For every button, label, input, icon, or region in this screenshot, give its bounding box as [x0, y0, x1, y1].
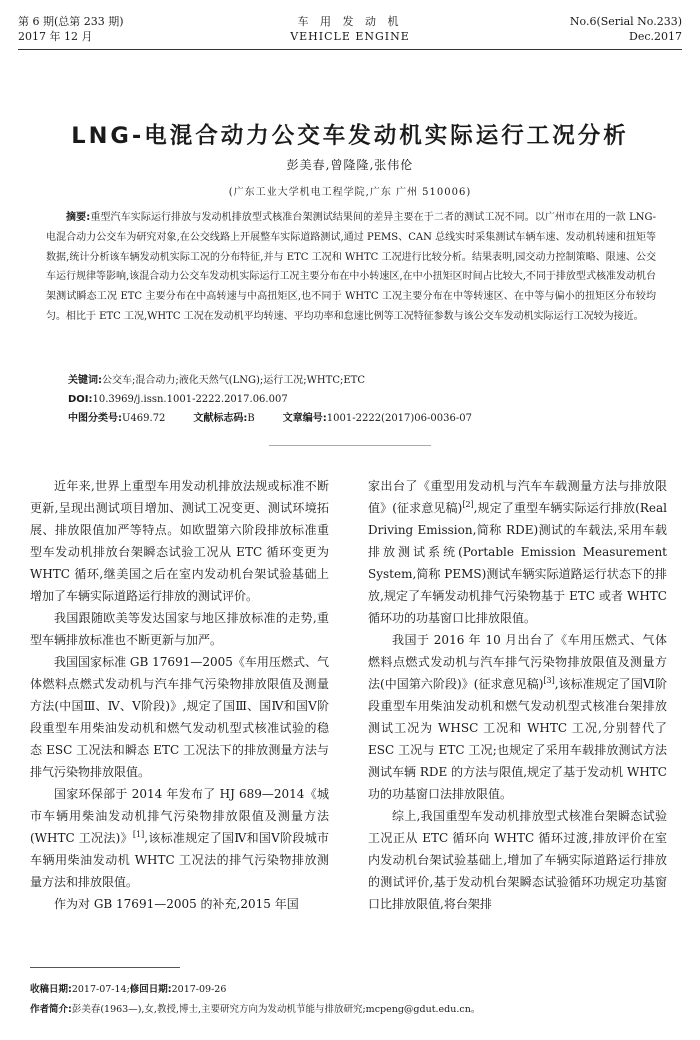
keywords-label: 关键词: [68, 375, 102, 386]
section-separator [269, 445, 431, 446]
issue-number-en: No.6(Serial No.233) [569, 15, 682, 28]
paragraph: 作为对 GB 17691—2005 的补充,2015 年国 [54, 897, 299, 911]
author-bio-text: 彭美春(1963—),女,教授,博士,主要研究方向为发动机节能与排放研究;mcpeng@gdut.edu.cn。 [71, 1004, 481, 1015]
abstract-label: 摘要: [66, 212, 91, 223]
doc-code-value: B [247, 413, 255, 424]
clc-label: 中图分类号: [68, 413, 122, 424]
body-column-left [30, 475, 329, 915]
paragraph: 我国跟随欧美等发达国家与地区排放标准的走势,重型车辆排放标准也不断更新与加严。 [30, 611, 329, 647]
paragraph: 我国国家标准 GB 17691—2005《车用压燃式、气体燃料点燃式发动机与汽车排气污染物排放限值及测量方法(中国Ⅲ、Ⅳ、Ⅴ阶段)》,规定了国Ⅲ、国Ⅳ和国Ⅴ阶段重型车用柴油发动机和燃气发动机型式核准试验的稳态 ESC 工况法和瞬态 ETC 工况法下的排放测量方法与排气污染物排放限值。 [30, 655, 329, 779]
doi [68, 392, 288, 407]
journal-name-cn: 车 用 发 动 机 [297, 15, 403, 28]
abstract-text: 重型汽车实际运行排放与发动机排放型式核准台架测试结果间的差异主要在于二者的测试工况不同。以广州市在用的一款 LNG-电混合动力公交车为研究对象,在公交线路上开展整车实际道路测试,通过 PEMS、CAN 总线实时采集测试车辆车速、发动机转速和扭矩等数据,统计分析该车辆发动机实际工况的分布特征,并与 ETC 工况和 WHTC 工况进行比较分析。结果表明,园交动力控制策略、限速、公交车运行规律等影响,该混合动力公交车发动机实际运行工况主要分布在中小转速区,在中小扭矩区时间占比较大,不同于排放型式核准发动机台架测试瞬态工况 ETC 主要分布在中高转速与中高扭矩区,也不同于 WHTC 工况主要分布在中等转速区、在中等与偏小的扭矩区分布较均匀。相比于 ETC 工况,WHTC 工况在发动机平均转速、平均功率和怠速比例等工况特征参数与该公交车发动机实际运行工况较为接近。 [46, 212, 657, 322]
abstract [46, 208, 656, 327]
journal-name-en: VEHICLE ENGINE [290, 30, 410, 43]
issue-date-cn: 2017 年 12 月 [18, 30, 93, 43]
doi-value: 10.3969/j.issn.1001-2222.2017.06.007 [92, 394, 288, 405]
keywords-text: 公交车;混合动力;液化天然气(LNG);运行工况;WHTC;ETC [102, 375, 365, 386]
keywords [68, 373, 365, 388]
affiliation: (广东工业大学机电工程学院,广东 广州 510006) [228, 187, 472, 198]
received-dates: 收稿日期:2017-07-14;修回日期:2017-09-26 [30, 984, 227, 995]
header-divider [18, 49, 682, 50]
paragraph: 近年来,世界上重型车用发动机排放法规或标准不断更新,呈现出测试项目增加、测试工况变更、测试环境拓展、排放限值加严等特点。如欧盟第六阶段排放标准重型车发动机排放台架瞬态试验工况从 ETC 循环变更为 WHTC 循环,继美国之后在室内发动机台架试验基础上增加了车辆实际道路运行排放的测试评价。 [30, 479, 329, 603]
paragraph: 综上,我国重型车发动机排放型式核准台架瞬态试验工况正从 ETC 循环向 WHTC 循环过渡,排放评价在室内发动机台架试验基础上,增加了车辆实际道路运行排放的测试评价,基于发动机台架瞬态试验循环功规定功基窗口比排放限值,将台架排 [368, 809, 667, 911]
clc-value: U469.72 [122, 413, 166, 424]
revised-label: 修回日期: [129, 984, 172, 995]
paper-title: LNG-电混合动力公交车发动机实际运行工况分析 [71, 123, 629, 149]
received-date: 2017-07-14 [71, 984, 127, 995]
author-bio [30, 1003, 480, 1017]
author-bio-label: 作者简介: [30, 1004, 72, 1015]
doc-code-label: 文献标志码: [193, 413, 248, 424]
issue-number-cn: 第 6 期(总第 233 期) [18, 15, 124, 28]
paragraph: 国家环保部于 2014 年发布了 HJ 689—2014《城市车辆用柴油发动机排气污染物排放限值及测量方法(WHTC 工况法)》[1],该标准规定了国Ⅳ和国Ⅴ阶段城市车辆用柴油发动机 WHTC 工况法的排气污染物排放测量方法和排放限值。 [30, 787, 329, 889]
paragraph: 家出台了《重型用发动机与汽车车载测量方法与排放限值》(征求意见稿)[2],规定了重型车辆实际运行排放(Real Driving Emission,简称 RDE)测试的车载法,采用车载排放测试系统(Portable Emission Measurement System,简称 PEMS)测试车辆实际道路运行状态下的排放,规定了车辆发动机排气污染物基于 ETC 或者 WHTC 循环功的功基窗口比排放限值。 [368, 479, 667, 625]
doi-label: DOI: [68, 394, 93, 405]
running-header [18, 14, 682, 48]
article-number-label: 文章编号: [282, 413, 327, 424]
citation-ref: [2] [462, 500, 474, 509]
author-list: 彭美春,曾隆隆,张伟伦 [286, 158, 414, 172]
issue-date-en: Dec.2017 [629, 30, 682, 43]
revised-date: 2017-09-26 [171, 984, 227, 995]
received-label: 收稿日期: [30, 984, 72, 995]
footnote-divider [30, 967, 180, 968]
header-right [570, 14, 682, 44]
body-column-right [368, 475, 667, 915]
citation-ref: [1] [132, 830, 145, 839]
citation-ref: [3] [543, 676, 555, 685]
article-number-value: 1001-2222(2017)06-0036-07 [326, 413, 472, 424]
classification-line [68, 411, 472, 426]
paragraph: 我国于 2016 年 10 月出台了《车用压燃式、气体燃料点燃式发动机与汽车排气污染物排放限值及测量方法(中国第六阶段)》(征求意见稿)[3],该标准规定了国Ⅵ阶段重型车用柴油发动机和燃气发动机型式核准台架排放测试工况为 WHSC 工况和 WHTC 工况,分别替代了 ESC 工况与 ETC 工况;也规定了采用车载排放测试方法测试车辆 RDE 的方法与限值,规定了基于发动机 WHTC 功的功基窗口法排放限值。 [368, 633, 667, 801]
